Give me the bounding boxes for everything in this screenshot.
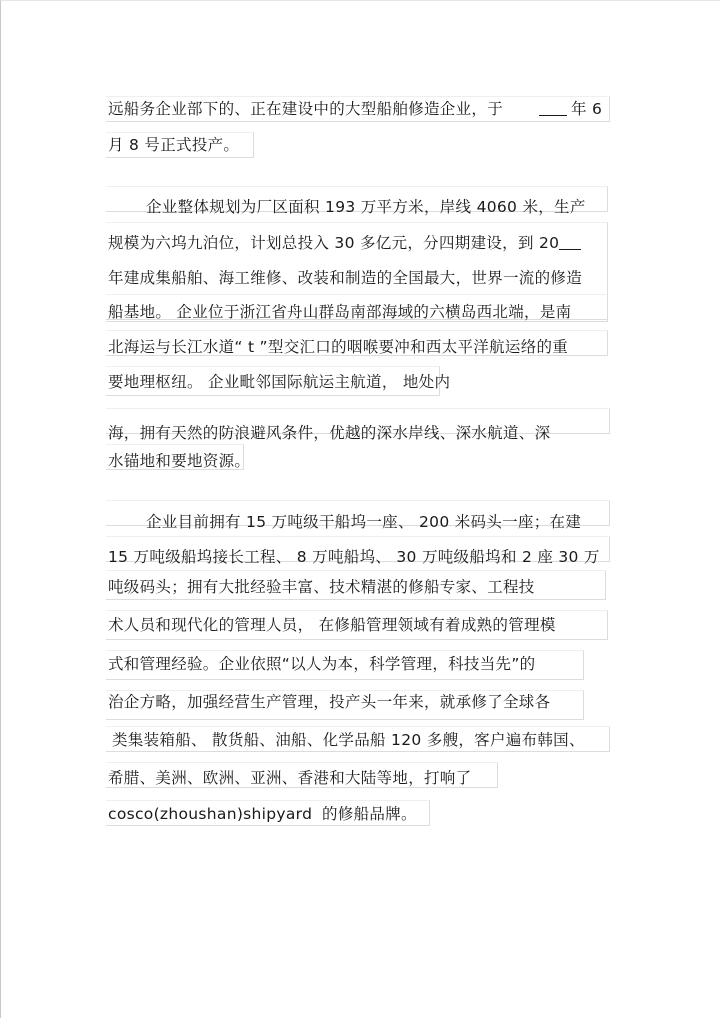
text-segment: 类集装箱船、 散货船、油船、化学品船 120 多艘，客户遍布韩国、 <box>112 731 585 749</box>
text-segment: 海，拥有天然的防浪避风条件，优越的深水岸线、深水航道、深 <box>108 424 551 442</box>
text-line <box>108 764 471 792</box>
text-line <box>108 573 535 601</box>
text-line <box>108 419 550 447</box>
text-line <box>108 333 568 361</box>
text-segment: 月 8 号正式投产。 <box>108 136 240 154</box>
text-segment: 远船务企业部下的、正在建设中的大型船舶修造企业，于 <box>108 100 504 118</box>
text-segment: 船基地。 企业位于浙江省舟山群岛南部海域的六横岛西北端，是南 <box>108 303 572 321</box>
fill-in-blank <box>559 233 581 250</box>
text-segment: 术人员和现代化的管理人员， 在修船管理领域有着成熟的管理模 <box>108 616 556 634</box>
text-line <box>108 688 550 716</box>
text-segment: 治企方略，加强经营生产管理，投产头一年来，就承修了全球各 <box>108 693 551 711</box>
text-line <box>108 298 571 326</box>
text-segment: 企业目前拥有 15 万吨级干船坞一座、 200 米码头一座；在建 <box>146 513 582 531</box>
text-line <box>322 800 417 828</box>
text-segment: 吨级码头；拥有大批经验丰富、技术精湛的修船专家、工程技 <box>108 578 535 596</box>
text-segment: 水锚地和要地资源。 <box>108 452 251 470</box>
text-line <box>108 543 600 571</box>
text-line <box>108 131 239 159</box>
text-segment: 的修船品牌。 <box>322 805 417 823</box>
text-segment: 15 万吨级船坞接长工程、 8 万吨船坞、 30 万吨级船坞和 2 座 30 万 <box>108 548 600 566</box>
text-line <box>108 800 312 828</box>
text-segment: 要地理枢纽。 企业毗邻国际航运主航道， 地处内 <box>108 373 451 391</box>
text-segment: 规模为六坞九泊位，计划总投入 30 多亿元，分四期建设，到 20 <box>108 234 560 252</box>
text-line <box>108 95 602 123</box>
text-segment: 式和管理经验。企业依照“以人为本，科学管理，科技当先”的 <box>108 655 536 673</box>
text-line <box>146 508 581 536</box>
text-line <box>108 447 250 475</box>
text-segment: 年 6 <box>571 100 603 118</box>
text-segment: cosco(zhoushan)shipyard <box>108 805 313 823</box>
text-line <box>108 650 535 678</box>
fill-in-blank <box>539 99 567 116</box>
text-line <box>146 193 586 221</box>
text-line <box>108 264 582 292</box>
text-line <box>112 726 585 754</box>
text-segment: 北海运与长江水道“ t ”型交汇口的咽喉要冲和西太平洋航运络的重 <box>108 338 569 356</box>
text-line <box>108 229 581 257</box>
text-segment: 希腊、美洲、欧洲、亚洲、香港和大陆等地，打响了 <box>108 769 472 787</box>
text-line <box>108 611 556 639</box>
text-segment: 年建成集船舶、海工维修、改装和制造的全国最大，世界一流的修造 <box>108 269 583 287</box>
text-segment: 企业整体规划为厂区面积 193 万平方米，岸线 4060 米，生产 <box>146 198 586 216</box>
text-line <box>108 368 450 396</box>
